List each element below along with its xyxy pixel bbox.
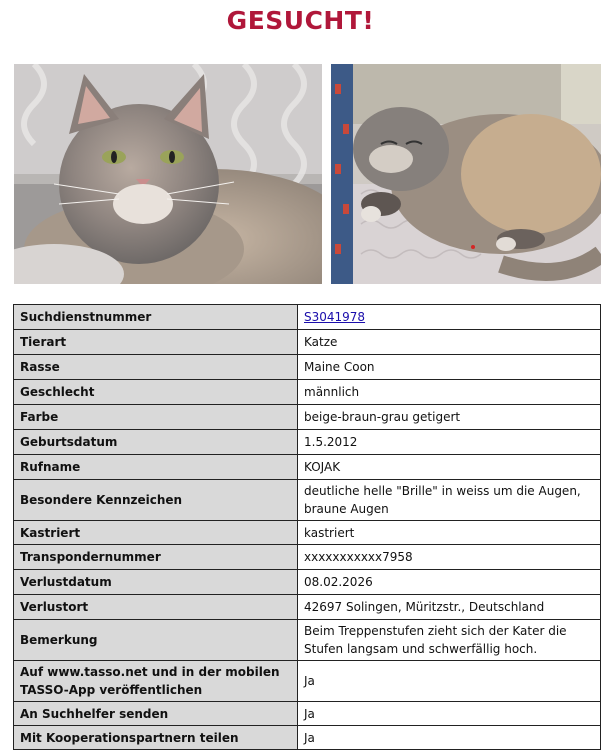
row-value: 1.5.2012 bbox=[298, 430, 601, 455]
row-value: Ja bbox=[298, 661, 601, 702]
row-label: Mit Kooperationspartnern teilen bbox=[14, 726, 298, 750]
row-label: Farbe bbox=[14, 405, 298, 430]
row-value: xxxxxxxxxxx7958 bbox=[298, 545, 601, 570]
row-value: Ja bbox=[298, 726, 601, 750]
table-row bbox=[14, 661, 601, 702]
page-title: GESUCHT! bbox=[226, 6, 375, 35]
table-row bbox=[14, 430, 601, 455]
table-row bbox=[14, 620, 601, 661]
cat-photo-portrait bbox=[14, 64, 322, 284]
cat-photo-lying bbox=[331, 64, 601, 284]
row-value: Katze bbox=[298, 330, 601, 355]
table-row bbox=[14, 305, 601, 330]
row-label: An Suchhelfer senden bbox=[14, 702, 298, 726]
row-label: Bemerkung bbox=[14, 620, 298, 661]
row-label: Rufname bbox=[14, 455, 298, 480]
row-value: deutliche helle "Brille" in weiss um die Augen, braune Augen bbox=[298, 480, 601, 521]
row-label: Rasse bbox=[14, 355, 298, 380]
row-value bbox=[298, 305, 601, 330]
row-label: Besondere Kennzeichen bbox=[14, 480, 298, 521]
table-row bbox=[14, 521, 601, 545]
row-label: Tierart bbox=[14, 330, 298, 355]
table-row bbox=[14, 355, 601, 380]
row-label: Kastriert bbox=[14, 521, 298, 545]
row-value: kastriert bbox=[298, 521, 601, 545]
row-label: Verlustdatum bbox=[14, 570, 298, 595]
row-label: Geburtsdatum bbox=[14, 430, 298, 455]
row-value: beige-braun-grau getigert bbox=[298, 405, 601, 430]
row-value: KOJAK bbox=[298, 455, 601, 480]
table-row bbox=[14, 405, 601, 430]
table-row bbox=[14, 545, 601, 570]
row-value: Beim Treppenstufen zieht sich der Kater die Stufen langsam und schwerfällig hoch. bbox=[298, 620, 601, 661]
table-row bbox=[14, 330, 601, 355]
pet-info-table bbox=[13, 304, 601, 750]
table-row bbox=[14, 570, 601, 595]
row-label: Geschlecht bbox=[14, 380, 298, 405]
table-row bbox=[14, 380, 601, 405]
table-row bbox=[14, 702, 601, 726]
table-row bbox=[14, 480, 601, 521]
table-row bbox=[14, 595, 601, 620]
row-label: Auf www.tasso.net und in der mobilen TASSO-App veröffentlichen bbox=[14, 661, 298, 702]
row-value: Ja bbox=[298, 702, 601, 726]
table-row bbox=[14, 455, 601, 480]
row-value: männlich bbox=[298, 380, 601, 405]
search-service-number-link[interactable]: S3041978 bbox=[304, 310, 366, 324]
row-label: Transpondernummer bbox=[14, 545, 298, 570]
row-value: 42697 Solingen, Müritzstr., Deutschland bbox=[298, 595, 601, 620]
row-label: Suchdienstnummer bbox=[14, 305, 298, 330]
row-value: 08.02.2026 bbox=[298, 570, 601, 595]
row-value: Maine Coon bbox=[298, 355, 601, 380]
row-label: Verlustort bbox=[14, 595, 298, 620]
